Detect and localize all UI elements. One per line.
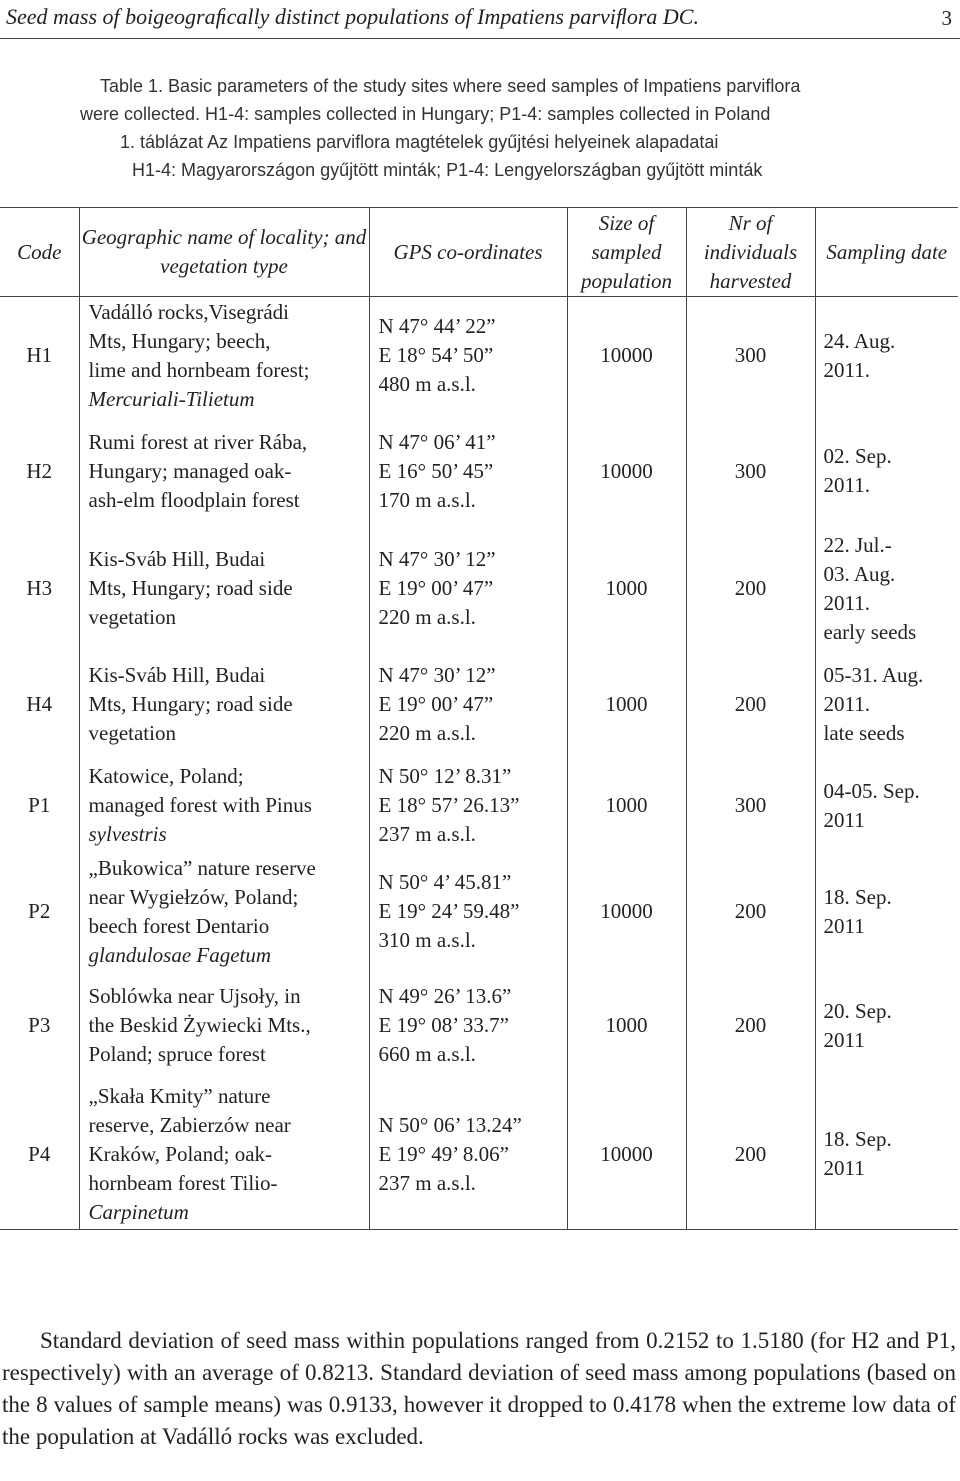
locality-line: the Beskid Żywiecki Mts., — [88, 1013, 311, 1037]
cell-nr: 300 — [686, 415, 815, 528]
cell-date — [815, 760, 958, 852]
cell-locality — [79, 1080, 369, 1230]
cell-size: 10000 — [567, 297, 686, 415]
cell-code: P1 — [28, 793, 51, 817]
page-number: 3 — [941, 6, 952, 30]
running-title: Seed mass of boigeograﬁcally distinct populations of Impatiens parviﬂora DC. — [6, 4, 699, 29]
cell-code: P2 — [28, 899, 51, 923]
cell-gps — [369, 1080, 567, 1230]
gps-line: E 18° 54’ 50” — [378, 343, 494, 368]
cell-size: 10000 — [567, 852, 686, 972]
header-locality: Geographic name of locality; and vegetation type — [79, 208, 369, 297]
cell-size: 1000 — [567, 972, 686, 1080]
caption-line-2: were collected. H1-4: samples collected in Hungary; P1-4: samples collected in Poland — [80, 104, 771, 124]
date-line: early seeds — [823, 619, 917, 644]
locality-line: vegetation — [88, 605, 176, 629]
table-row — [0, 1080, 958, 1230]
locality-line: Rumi forest at river Rába, — [88, 429, 308, 454]
table-body — [0, 297, 958, 1230]
locality-line: „Skała Kmity” nature — [88, 1083, 271, 1108]
study-sites-table — [0, 207, 958, 1230]
locality-line: managed forest with Pinus — [88, 793, 312, 817]
table-row — [0, 528, 958, 650]
locality-line: Kis-Sváb Hill, Budai — [88, 663, 266, 687]
gps-line: N 50° 4’ 45.81” — [378, 870, 512, 894]
cell-nr: 200 — [686, 528, 815, 650]
cell-nr: 200 — [686, 852, 815, 972]
table-row — [0, 760, 958, 852]
cell-locality — [79, 415, 369, 528]
cell-code: H3 — [26, 576, 53, 600]
locality-vegetation-name: Carpinetum — [88, 1199, 189, 1224]
date-line: 2011. — [823, 692, 870, 716]
date-line: 2011 — [823, 807, 865, 832]
locality-line: „Bukowica” nature reserve — [88, 855, 316, 880]
cell-gps — [369, 852, 567, 972]
cell-locality — [79, 852, 369, 972]
locality-line: Kis-Sváb Hill, Budai — [88, 547, 266, 571]
date-line: 2011 — [823, 913, 865, 938]
header-size: Size of sampled population — [567, 208, 686, 297]
gps-line: 220 m a.s.l. — [378, 721, 476, 745]
header-code: Code — [0, 208, 79, 297]
date-line: 05-31. Aug. — [823, 663, 924, 687]
locality-line: Mts, Hungary; road side — [88, 692, 293, 716]
cell-size: 10000 — [567, 415, 686, 528]
cell-size: 1000 — [567, 760, 686, 852]
gps-line: 170 m a.s.l. — [378, 487, 476, 512]
locality-line: ash-elm floodplain forest — [88, 487, 300, 512]
date-line: 02. Sep. — [823, 444, 892, 468]
gps-line: 237 m a.s.l. — [378, 822, 476, 846]
locality-line: Soblówka near Ujsoły, in — [88, 984, 301, 1008]
locality-line: Poland; spruce forest — [88, 1042, 266, 1066]
gps-line: N 47° 06’ 41” — [378, 429, 496, 454]
header-nr: Nr of individuals harvested — [686, 208, 815, 297]
locality-line: vegetation — [88, 721, 176, 745]
gps-line: 660 m a.s.l. — [378, 1042, 476, 1066]
header-date: Sampling date — [815, 208, 958, 297]
cell-code: P4 — [0, 1080, 79, 1230]
cell-date — [815, 852, 958, 972]
gps-line: 220 m a.s.l. — [378, 605, 476, 629]
gps-line: N 50° 12’ 8.31” — [378, 764, 512, 788]
date-line: 18. Sep. — [823, 1127, 892, 1152]
gps-line: E 19° 00’ 47” — [378, 692, 494, 716]
cell-code: H1 — [26, 343, 53, 368]
locality-line: near Wygiełzów, Poland; — [88, 884, 299, 909]
cell-gps — [369, 760, 567, 852]
cell-size: 1000 — [567, 528, 686, 650]
locality-vegetation-name: glandulosae Fagetum — [88, 942, 272, 967]
running-header — [0, 0, 960, 39]
date-line: 2011. — [823, 590, 870, 615]
cell-locality — [79, 297, 369, 415]
cell-nr: 300 — [686, 760, 815, 852]
table-row — [0, 972, 958, 1080]
cell-nr: 200 — [686, 1080, 815, 1230]
locality-line: hornbeam forest Tilio- — [88, 1170, 278, 1195]
gps-line: E 19° 08’ 33.7” — [378, 1013, 509, 1037]
gps-line: N 50° 06’ 13.24” — [378, 1112, 522, 1137]
cell-locality — [79, 760, 369, 852]
cell-code: H2 — [26, 458, 53, 483]
cell-code: H4 — [26, 692, 53, 716]
locality-line: Katowice, Poland; — [88, 764, 244, 788]
caption-line-1: Table 1. Basic parameters of the study sites where seed samples of Impatiens parviflora — [100, 76, 801, 96]
cell-date — [815, 528, 958, 650]
table-row — [0, 415, 958, 528]
cell-nr: 300 — [686, 297, 815, 415]
gps-line: 237 m a.s.l. — [378, 1170, 476, 1195]
body-paragraph: Standard deviation of seed mass within populations ranged from 0.2152 to 1.5180 (for H2 and P1, respectively) with an average of 0.8213. Standard deviation of seed mass among populations (based on the 8 values of sample means) was 0.9133, however it dropped to 0.4178 when the extreme low data of the population at Vadálló rocks was excluded. — [2, 1328, 956, 1449]
cell-date — [815, 415, 958, 528]
cell-gps — [369, 415, 567, 528]
cell-nr: 200 — [686, 972, 815, 1080]
locality-vegetation-name: sylvestris — [88, 822, 167, 846]
caption-line-3: 1. táblázat Az Impatiens parviflora magtételek gyűjtési helyeinek alapadatai — [120, 132, 719, 152]
date-line: 2011 — [823, 1156, 865, 1181]
date-line: 20. Sep. — [823, 998, 892, 1023]
date-line: 2011. — [823, 473, 870, 497]
cell-locality — [79, 528, 369, 650]
header-gps: GPS co-ordinates — [369, 208, 567, 297]
locality-line: Mts, Hungary; road side — [88, 576, 293, 600]
cell-gps — [369, 528, 567, 650]
date-line: late seeds — [823, 721, 905, 745]
locality-line: Mts, Hungary; beech, — [88, 328, 271, 353]
cell-date — [815, 1080, 958, 1230]
table-row — [0, 297, 958, 415]
gps-line: N 49° 26’ 13.6” — [378, 984, 512, 1008]
locality-line: Hungary; managed oak- — [88, 458, 292, 483]
date-line: 04-05. Sep. — [823, 778, 920, 803]
table-header-row — [0, 208, 958, 297]
cell-locality — [79, 972, 369, 1080]
gps-line: E 16° 50’ 45” — [378, 458, 494, 483]
caption-line-4: H1-4: Magyarországon gyűjtött minták; P1-4: Lengyelországban gyűjtött minták — [132, 160, 763, 180]
locality-line: Vadálló rocks,Visegrádi — [88, 299, 290, 324]
gps-line: E 18° 57’ 26.13” — [378, 793, 520, 817]
locality-vegetation-name: Mercuriali-Tilietum — [88, 386, 255, 411]
cell-date — [815, 297, 958, 415]
date-line: 2011. — [823, 357, 870, 382]
cell-locality — [79, 650, 369, 760]
cell-size: 10000 — [567, 1080, 686, 1230]
locality-line: reserve, Zabierzów near — [88, 1112, 291, 1137]
cell-date — [815, 972, 958, 1080]
gps-line: N 47° 30’ 12” — [378, 547, 496, 571]
table-row — [0, 650, 958, 760]
gps-line: E 19° 00’ 47” — [378, 576, 494, 600]
date-line: 18. Sep. — [823, 884, 892, 909]
date-line: 2011 — [823, 1027, 865, 1052]
locality-line: lime and hornbeam forest; — [88, 357, 310, 382]
locality-line: Kraków, Poland; oak- — [88, 1141, 273, 1166]
table-row — [0, 852, 958, 972]
cell-size: 1000 — [567, 650, 686, 760]
gps-line: E 19° 49’ 8.06” — [378, 1141, 509, 1166]
cell-gps — [369, 650, 567, 760]
cell-gps — [369, 972, 567, 1080]
gps-line: 310 m a.s.l. — [378, 928, 476, 952]
date-line: 03. Aug. — [823, 561, 896, 586]
date-line: 24. Aug. — [823, 328, 896, 353]
cell-code: P3 — [28, 1013, 51, 1037]
table-caption — [80, 72, 880, 184]
gps-line: N 47° 30’ 12” — [378, 663, 496, 687]
cell-date — [815, 650, 958, 760]
date-line: 22. Jul.- — [823, 532, 892, 557]
cell-gps — [369, 297, 567, 415]
cell-nr: 200 — [686, 650, 815, 760]
gps-line: 480 m a.s.l. — [378, 372, 476, 397]
gps-line: N 47° 44’ 22” — [378, 314, 496, 339]
locality-line: beech forest Dentario — [88, 913, 270, 938]
gps-line: E 19° 24’ 59.48” — [378, 899, 520, 923]
